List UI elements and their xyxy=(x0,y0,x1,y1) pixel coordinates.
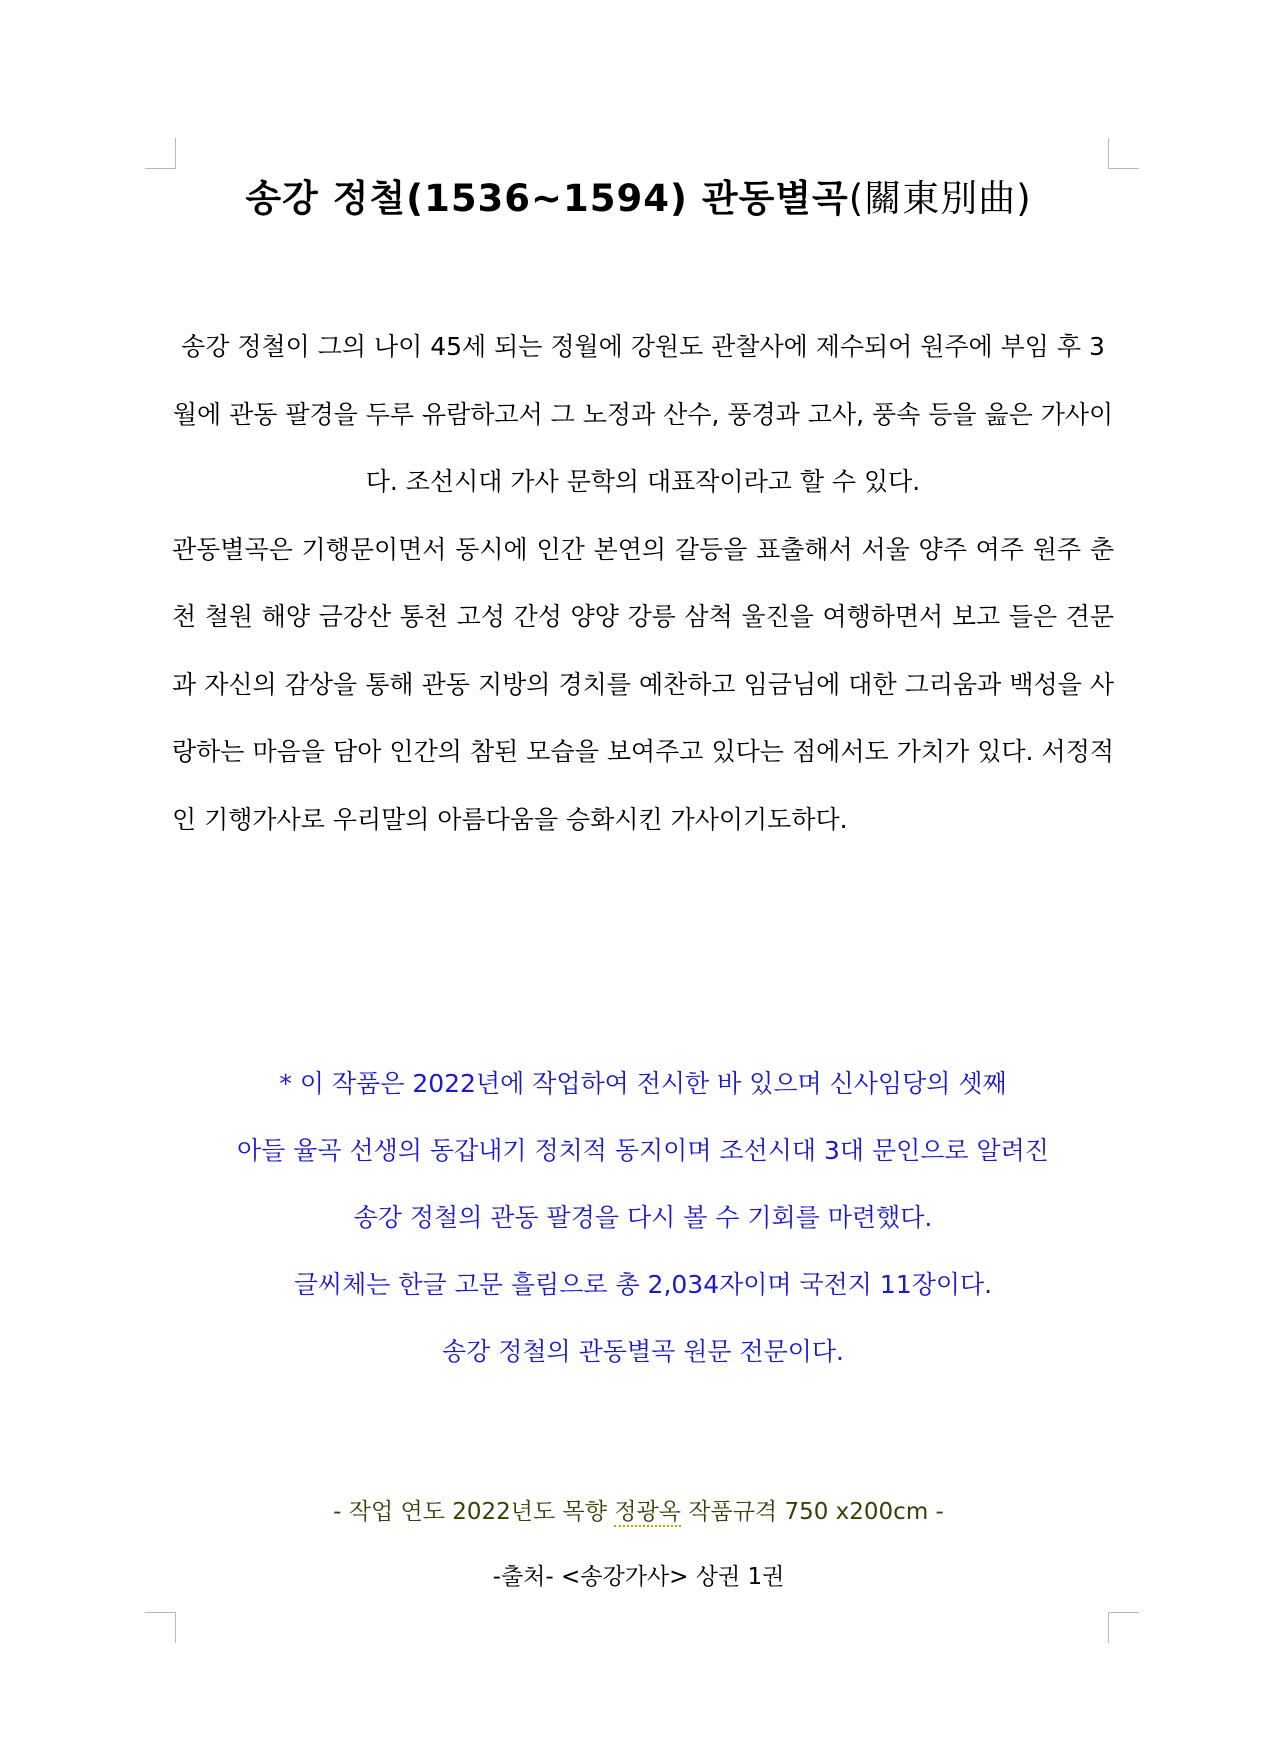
title-hanja: (關東別曲) xyxy=(848,177,1032,220)
page-corner-top-left xyxy=(145,138,176,169)
note-line-1: * 이 작품은 2022년에 작업하여 전시한 바 있으며 신사임당의 셋째 xyxy=(279,1069,1007,1098)
main-paragraph: 관동별곡은 기행문이면서 동시에 인간 본연의 갈등을 표출해서 서울 양주 여주 원주 춘천 철원 해양 금강산 통천 고성 간성 양양 강릉 삼척 울진을 여행하면서 보고 들은 견문과 자신의 감상을 통해 관동 지방의 경치를 예찬하고 임금님에 대한 그리움과 백성을 사랑하는 마음을 담아 인간의 참된 모습을 보여주고 있다는 점에서도 가치가 있다. 서정적인 기행가사로 우리말의 아름다움을 승화시킨 가사이기도하다. xyxy=(172,534,1114,834)
artist-signature: 정광옥 xyxy=(614,1499,681,1525)
note-block xyxy=(172,1050,1114,1385)
intro-paragraph: 송강 정철이 그의 나이 45세 되는 정월에 강원도 관찰사에 제수되어 원주에 부임 후 3월에 관동 팔경을 두루 유람하고서 그 노정과 산수, 풍경과 고사, 풍속 등을 읊은 가사이다. 조선시대 가사 문학의 대표작이라고 할 수 있다. xyxy=(172,332,1114,496)
page-corner-top-right xyxy=(1108,138,1139,169)
footer-block xyxy=(0,1480,1277,1610)
page-title xyxy=(0,168,1277,222)
note-line-2: 아들 율곡 선생의 동갑내기 정치적 동지이며 조선시대 3대 문인으로 알려진 xyxy=(237,1136,1049,1165)
title-main: 송강 정철(1536~1594) 관동별곡 xyxy=(245,177,849,220)
note-line-3: 송강 정철의 관동 팔경을 다시 볼 수 기회를 마련했다. xyxy=(353,1203,933,1232)
work-info-prefix: - 작업 연도 2022년도 목향 xyxy=(333,1499,615,1525)
source-line: -출처- <송강가사> 상권 1권 xyxy=(492,1564,785,1590)
note-line-5: 송강 정철의 관동별곡 원문 전문이다. xyxy=(442,1337,844,1366)
body-text xyxy=(172,313,1114,853)
work-info-suffix: 작품규격 750 x200cm - xyxy=(680,1499,944,1525)
page-corner-bottom-left xyxy=(145,1612,176,1643)
note-line-4: 글씨체는 한글 고문 흘림으로 총 2,034자이며 국전지 11장이다. xyxy=(293,1270,993,1299)
work-info-line xyxy=(0,1480,1277,1545)
page-corner-bottom-right xyxy=(1108,1612,1139,1643)
